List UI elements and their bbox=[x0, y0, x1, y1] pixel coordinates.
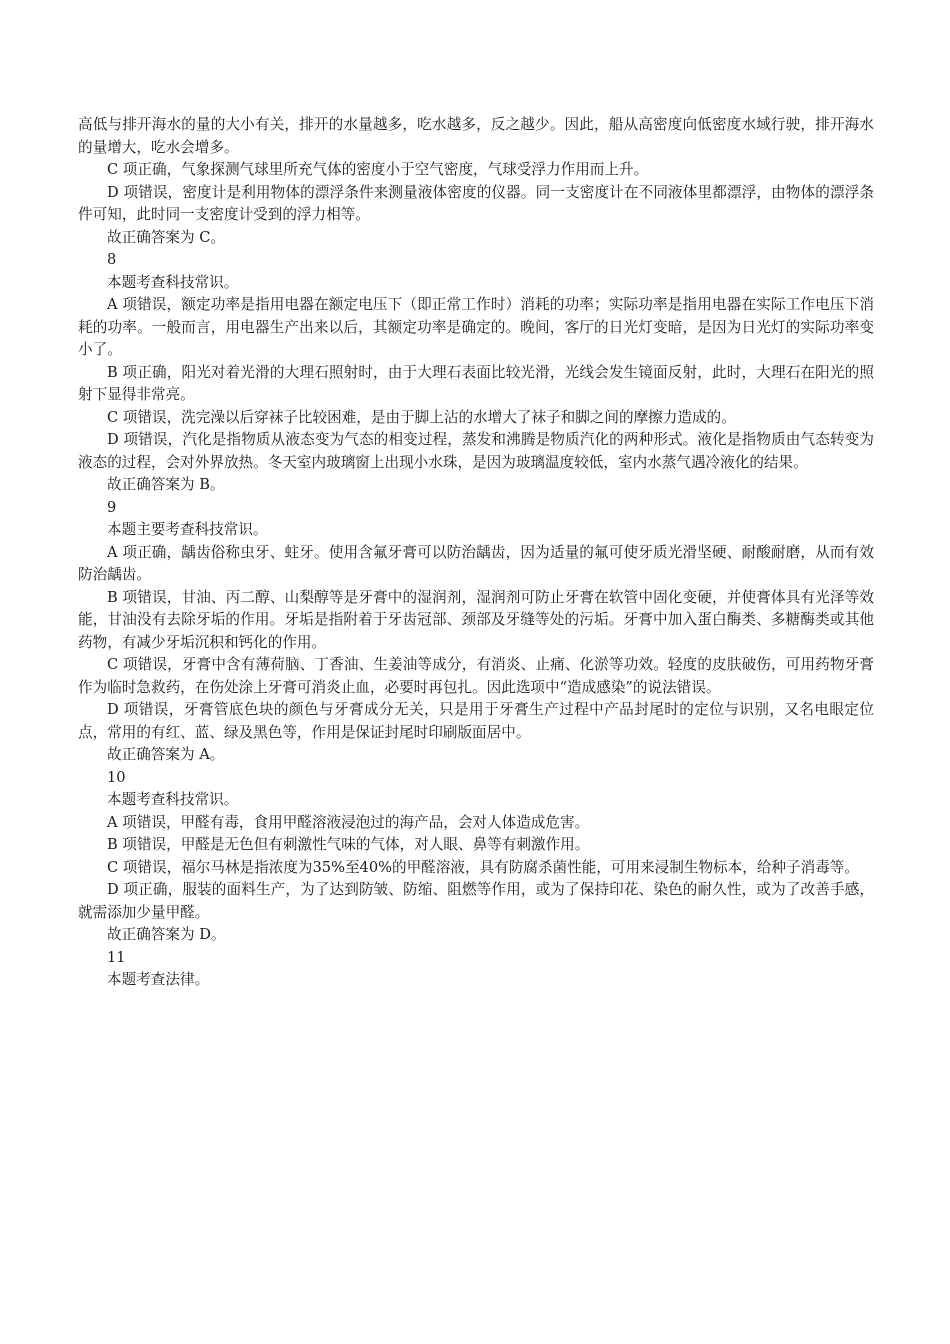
paragraph-answer: 故正确答案为 D。 bbox=[107, 926, 226, 943]
paragraph-topic: 本题考查科技常识。 bbox=[107, 791, 239, 808]
paragraph-topic: 本题主要考查科技常识。 bbox=[107, 521, 268, 538]
paragraph-option-d: D 项错误，密度计是利用物体的漂浮条件来测量液体密度的仪器。同一支密度计在不同液体里都漂浮，由物体的漂浮条件可知，此时同一支密度计受到的浮力相等。 bbox=[78, 183, 874, 223]
document-body bbox=[78, 114, 874, 992]
question-number: 8 bbox=[107, 251, 117, 268]
paragraph-option-b: B 项错误，甲醛是无色但有刺激性气味的气体，对人眼、鼻等有刺激作用。 bbox=[107, 836, 590, 853]
paragraph-option-b: B 项错误，甘油、丙二醇、山梨醇等是牙膏中的湿润剂，湿润剂可防止牙膏在软管中固化变硬，并使膏体具有光泽等效能，甘油没有去除牙垢的作用。牙垢是指附着于牙齿冠部、颈部及牙缝等处的污垢。牙膏中加入蛋白酶类、多糖酶类或其他药物，有减少牙垢沉积和钙化的作用。 bbox=[78, 588, 874, 651]
paragraph-option-a: A 项正确，龋齿俗称虫牙、蛀牙。使用含氟牙膏可以防治龋齿，因为适量的氟可使牙质光滑坚硬、耐酸耐磨，从而有效防治龋齿。 bbox=[78, 543, 874, 583]
paragraph-option-b: B 项正确，阳光对着光滑的大理石照射时，由于大理石表面比较光滑，光线会发生镜面反射，此时，大理石在阳光的照射下显得非常亮。 bbox=[78, 363, 874, 403]
paragraph-option-c: C 项正确，气象探测气球里所充气体的密度小于空气密度，气球受浮力作用而上升。 bbox=[107, 161, 649, 178]
paragraph-option-a: A 项错误，额定功率是指用电器在额定电压下（即正常工作时）消耗的功率；实际功率是指用电器在实际工作电压下消耗的功率。一般而言，用电器生产出来以后，其额定功率是确定的。晚间，客厅的日光灯变暗，是因为日光灯的实际功率变小了。 bbox=[78, 296, 874, 358]
paragraph-answer: 故正确答案为 B。 bbox=[107, 476, 225, 493]
question-number: 10 bbox=[107, 768, 126, 786]
paragraph-option-d: D 项错误，汽化是指物质从液态变为气态的相变过程，蒸发和沸腾是物质汽化的两种形式。液化是指物质由气态转变为液态的过程，会对外界放热。冬天室内玻璃窗上出现小水珠，是因为玻璃温度较低，室内水蒸气遇冷液化的结果。 bbox=[78, 431, 874, 471]
paragraph-option-d: D 项错误，牙膏管底色块的颜色与牙膏成分无关，只是用于牙膏生产过程中产品封尾时的定位与识别，又名电眼定位点，常用的有红、蓝、绿及黑色等，作用是保证封尾时印刷版面居中。 bbox=[78, 701, 874, 741]
paragraph-continued: 高低与排开海水的量的大小有关，排开的水量越多，吃水越多，反之越少。因此，船从高密度向低密度水域行驶，排开海水的量增大，吃水会增多。 bbox=[78, 116, 874, 156]
paragraph-option-a: A 项错误，甲醛有毒，食用甲醛溶液浸泡过的海产品，会对人体造成危害。 bbox=[107, 813, 590, 831]
paragraph-option-c: C 项错误，牙膏中含有薄荷脑、丁香油、生姜油等成分，有消炎、止痛、化淤等功效。轻度的皮肤破伤，可用药物牙膏作为临时急救药，在伤处涂上牙膏可消炎止血，必要时再包扎。因此选项中“造成感染”的说法错误。 bbox=[78, 656, 874, 696]
paragraph-option-c: C 项错误，福尔马林是指浓度为35%至40%的甲醛溶液，具有防腐杀菌性能，可用来浸制生物标本，给种子消毒等。 bbox=[107, 858, 859, 876]
paragraph-option-c: C 项错误，洗完澡以后穿袜子比较困难，是由于脚上沾的水增大了袜子和脚之间的摩擦力造成的。 bbox=[107, 408, 736, 426]
paragraph-answer: 故正确答案为 C。 bbox=[107, 228, 225, 246]
question-number: 9 bbox=[107, 498, 117, 516]
question-number: 11 bbox=[107, 948, 126, 966]
paragraph-topic: 本题考查科技常识。 bbox=[107, 273, 239, 291]
paragraph-answer: 故正确答案为 A。 bbox=[107, 746, 225, 763]
paragraph-option-d: D 项正确，服装的面料生产，为了达到防皱、防缩、阻燃等作用，或为了保持印花、染色的耐久性，或为了改善手感，就需添加少量甲醛。 bbox=[78, 881, 874, 921]
paragraph-topic: 本题考查法律。 bbox=[107, 971, 210, 988]
